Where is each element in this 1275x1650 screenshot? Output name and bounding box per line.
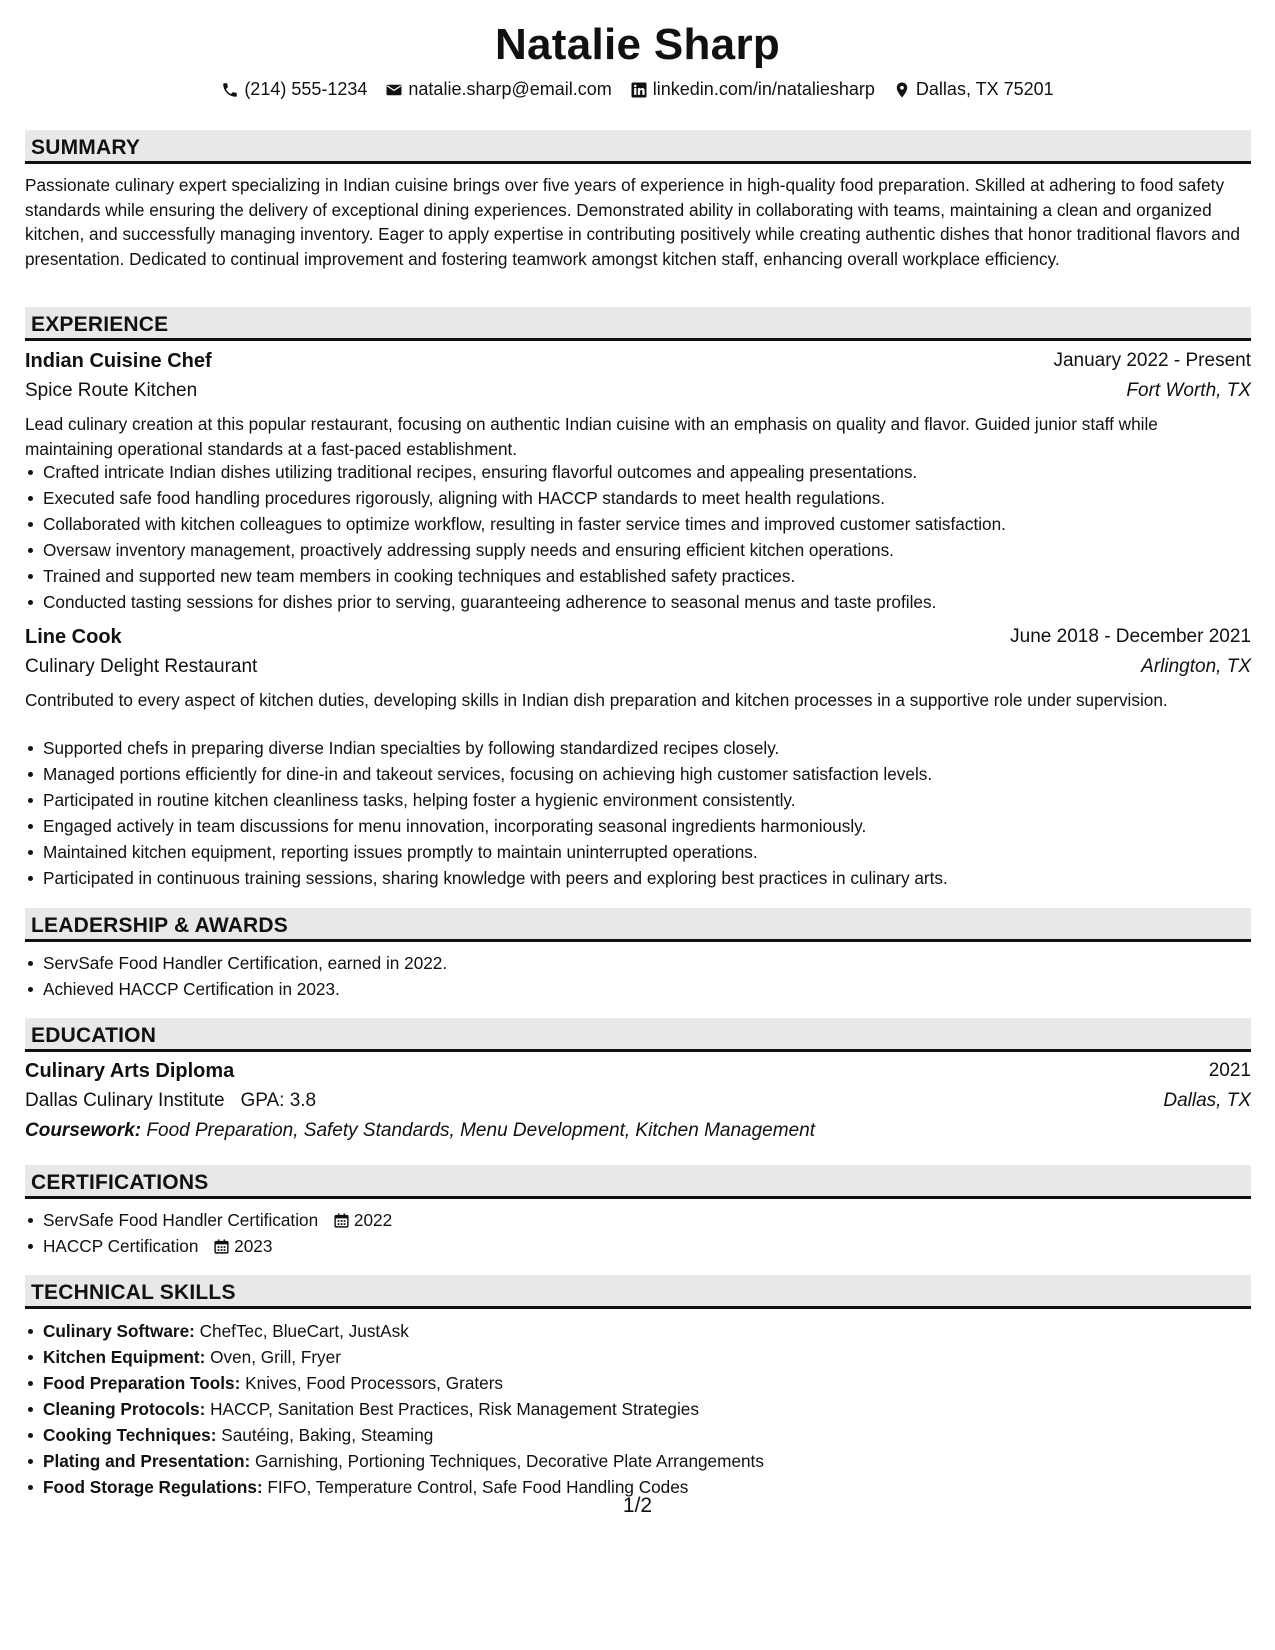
list-item: Crafted intricate Indian dishes utilizing traditional recipes, ensuring flavorful outcomes and appealing presentations. bbox=[43, 459, 1268, 485]
list-item: Participated in continuous training sessions, sharing knowledge with peers and exploring best practices in culinary arts. bbox=[43, 865, 1268, 891]
list-item bbox=[43, 1318, 1268, 1344]
job-company: Culinary Delight Restaurant bbox=[25, 656, 258, 677]
phone-icon bbox=[221, 81, 239, 99]
list-item bbox=[43, 1344, 1268, 1370]
job-title: Line Cook bbox=[25, 626, 122, 648]
job-description: Contributed to every aspect of kitchen duties, developing skills in Indian dish preparation and kitchen processes in a supportive role under supervision. bbox=[25, 690, 1168, 710]
cert-year: 2023 bbox=[234, 1236, 273, 1256]
job-description: Lead culinary creation at this popular restaurant, focusing on authentic Indian cuisine with an emphasis on quality and flavor. Guided junior staff while maintaining operational standards at a fast-paced establishment. bbox=[25, 414, 1158, 459]
list-item bbox=[43, 1370, 1268, 1396]
list-item bbox=[43, 1207, 1268, 1233]
contact-email[interactable] bbox=[385, 79, 611, 100]
list-item: Managed portions efficiently for dine-in and takeout services, focusing on achieving high customer satisfaction levels. bbox=[43, 761, 1268, 787]
list-item: Engaged actively in team discussions for menu innovation, incorporating seasonal ingredients harmoniously. bbox=[43, 813, 1268, 839]
cert-year: 2022 bbox=[353, 1210, 393, 1230]
skill-value: ChefTec, BlueCart, JustAsk bbox=[199, 1321, 409, 1341]
list-item bbox=[43, 1448, 1268, 1474]
section-header-certifications bbox=[25, 1165, 1251, 1199]
section-header-leadership bbox=[25, 908, 1251, 942]
cert-name: HACCP Certification bbox=[43, 1236, 199, 1256]
calendar-icon bbox=[213, 1238, 230, 1255]
page-number: 1/2 bbox=[622, 1494, 653, 1517]
coursework bbox=[25, 1120, 815, 1142]
section-header-summary bbox=[25, 130, 1251, 164]
list-item bbox=[43, 1233, 1268, 1259]
list-item: Conducted tasting sessions for dishes prior to serving, guaranteeing adherence to seasonal menus and taste profiles. bbox=[43, 589, 1268, 615]
email-text: natalie.sharp@email.com bbox=[408, 79, 612, 99]
job-header bbox=[25, 350, 1251, 378]
skill-value: Knives, Food Processors, Graters bbox=[245, 1373, 504, 1393]
job-company: Spice Route Kitchen bbox=[25, 380, 198, 401]
calendar-icon bbox=[333, 1212, 350, 1229]
list-item: Participated in routine kitchen cleanliness tasks, helping foster a hygienic environment consistently. bbox=[43, 787, 1268, 813]
candidate-name: Natalie Sharp bbox=[494, 20, 781, 69]
section-title: EXPERIENCE bbox=[31, 313, 169, 336]
contact-linkedin[interactable] bbox=[630, 79, 875, 100]
skill-label: Culinary Software: bbox=[43, 1321, 195, 1341]
education-school-row bbox=[25, 1090, 1251, 1118]
contact-location bbox=[893, 79, 1054, 100]
skill-label: Cooking Techniques: bbox=[43, 1425, 217, 1445]
phone-text: (214) 555-1234 bbox=[244, 79, 368, 99]
graduation-year: 2021 bbox=[1208, 1060, 1251, 1081]
job-header bbox=[25, 626, 1251, 654]
envelope-icon bbox=[385, 81, 403, 99]
skill-label: Food Storage Regulations: bbox=[43, 1477, 263, 1497]
section-header-education bbox=[25, 1018, 1251, 1052]
list-item: ServSafe Food Handler Certification, earned in 2022. bbox=[43, 950, 1268, 976]
section-header-experience bbox=[25, 307, 1251, 341]
list-item bbox=[43, 1422, 1268, 1448]
job-company-row bbox=[25, 380, 1251, 408]
coursework-list: Food Preparation, Safety Standards, Menu Development, Kitchen Management bbox=[146, 1120, 815, 1141]
certifications-list bbox=[25, 1207, 1268, 1259]
location-text: Dallas, TX 75201 bbox=[915, 79, 1054, 99]
list-item: Collaborated with kitchen colleagues to optimize workflow, resulting in faster service times and improved customer satisfaction. bbox=[43, 511, 1268, 537]
section-title: CERTIFICATIONS bbox=[31, 1171, 209, 1194]
job-location: Fort Worth, TX bbox=[1126, 380, 1251, 401]
school-and-gpa bbox=[25, 1090, 316, 1112]
list-item: Executed safe food handling procedures rigorously, aligning with HACCP standards to meet health regulations. bbox=[43, 485, 1268, 511]
job-title: Indian Cuisine Chef bbox=[25, 350, 212, 372]
coursework-label: Coursework: bbox=[25, 1120, 142, 1141]
section-title: SUMMARY bbox=[31, 136, 141, 159]
list-item: Oversaw inventory management, proactively addressing supply needs and ensuring efficient kitchen operations. bbox=[43, 537, 1268, 563]
summary-text: Passionate culinary expert specializing in Indian cuisine brings over five years of experience in high-quality food preparation. Skilled at adhering to food safety standards while ensuring the delivery of exceptional dining experiences. Demonstrated ability in collaborating with teams, maintaining a clean and organized kitchen, and successfully managing inventory. Eager to apply expertise in contributing positively while creating authentic dishes that honor traditional flavors and presentation. Dedicated to continual improvement and fostering teamwork amongst kitchen staff, enhancing overall workplace efficiency. bbox=[25, 175, 1240, 269]
school-name: Dallas Culinary Institute bbox=[25, 1090, 225, 1111]
skill-value: Sautéing, Baking, Steaming bbox=[221, 1425, 434, 1445]
job-bullets bbox=[25, 459, 1268, 615]
skill-value: Oven, Grill, Fryer bbox=[210, 1347, 341, 1367]
leadership-list bbox=[25, 950, 1268, 1002]
job-location: Arlington, TX bbox=[1141, 656, 1251, 677]
linkedin-text: linkedin.com/in/nataliesharp bbox=[652, 79, 875, 99]
list-item: Achieved HACCP Certification in 2023. bbox=[43, 976, 1268, 1002]
skill-label: Plating and Presentation: bbox=[43, 1451, 251, 1471]
skill-label: Kitchen Equipment: bbox=[43, 1347, 206, 1367]
gpa: GPA: 3.8 bbox=[240, 1090, 317, 1111]
job-bullets bbox=[25, 735, 1268, 891]
degree: Culinary Arts Diploma bbox=[25, 1060, 235, 1082]
skill-label: Food Preparation Tools: bbox=[43, 1373, 241, 1393]
contact-bar bbox=[0, 79, 1275, 100]
education-header bbox=[25, 1060, 1251, 1088]
list-item bbox=[43, 1396, 1268, 1422]
job-company-row bbox=[25, 656, 1251, 684]
list-item: Supported chefs in preparing diverse Indian specialties by following standardized recipes closely. bbox=[43, 735, 1268, 761]
cert-name: ServSafe Food Handler Certification bbox=[43, 1210, 319, 1230]
school-location: Dallas, TX bbox=[1163, 1090, 1251, 1111]
contact-phone bbox=[221, 79, 367, 100]
skill-value: HACCP, Sanitation Best Practices, Risk Management Strategies bbox=[210, 1399, 699, 1419]
section-title: EDUCATION bbox=[31, 1024, 157, 1047]
section-title: TECHNICAL SKILLS bbox=[31, 1281, 236, 1304]
skill-value: Garnishing, Portioning Techniques, Decorative Plate Arrangements bbox=[255, 1451, 764, 1471]
list-item: Maintained kitchen equipment, reporting issues promptly to maintain uninterrupted operations. bbox=[43, 839, 1268, 865]
job-dates: January 2022 - Present bbox=[1053, 350, 1251, 371]
map-pin-icon bbox=[893, 81, 911, 99]
section-title: LEADERSHIP & AWARDS bbox=[31, 914, 288, 937]
job-dates: June 2018 - December 2021 bbox=[1010, 626, 1251, 647]
skill-label: Cleaning Protocols: bbox=[43, 1399, 206, 1419]
linkedin-icon bbox=[630, 81, 648, 99]
list-item: Trained and supported new team members in cooking techniques and established safety practices. bbox=[43, 563, 1268, 589]
section-header-skills bbox=[25, 1275, 1251, 1309]
skill-value: FIFO, Temperature Control, Safe Food Handling Codes bbox=[267, 1477, 689, 1497]
skills-list bbox=[25, 1318, 1268, 1500]
